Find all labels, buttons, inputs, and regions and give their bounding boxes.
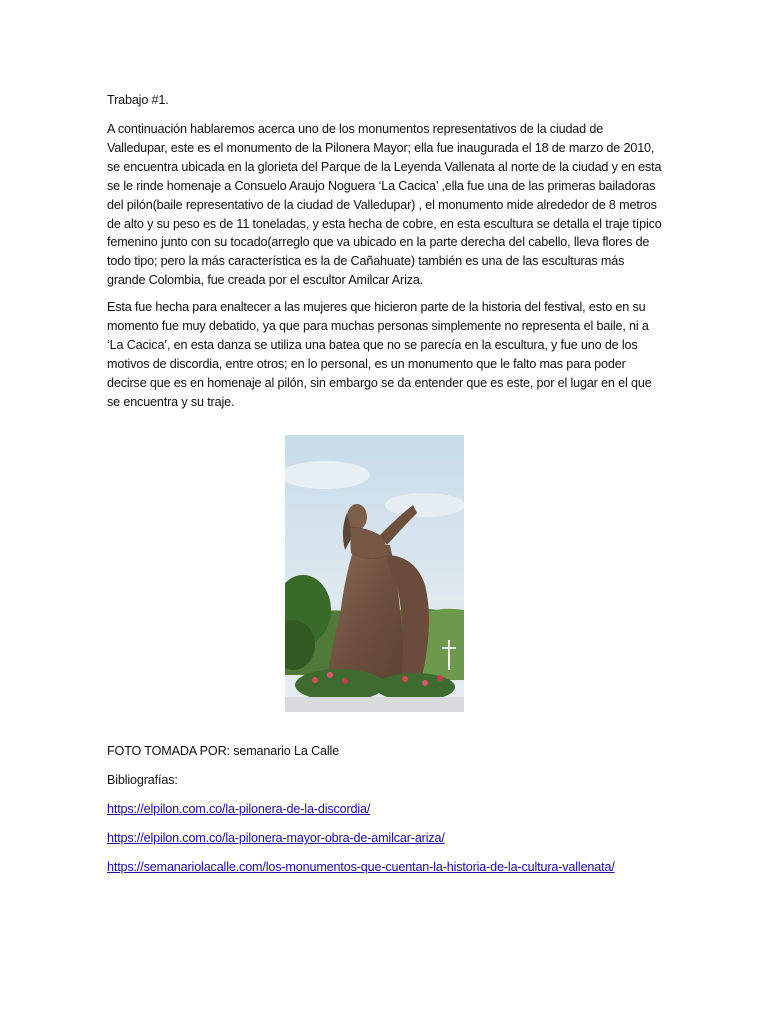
document-title: Trabajo #1. (107, 93, 169, 107)
bibliography-heading: Bibliografías: (107, 773, 178, 787)
paragraph-intro: A continuación hablaremos acerca uno de los monumentos representativos de la ciudad de Valledupar, este es el monumento de la Pilonera Mayor; ella fue inaugurada el 18 de marzo de 2010, se encuentra ubicada en la glorieta del Parque de la Leyenda Vallenata al norte de la ciudad y en esta se le rinde homenaje a Consuelo Araujo Noguera ‘La Cacica’ ,ella fue una de las primeras bailadoras del pilón(baile representativo de la ciudad de Valledupar) , el monumento mide alrededor de 8 metros de alto y su peso es de 11 toneladas, y esta hecha de cobre, en esta escultura se detalla el traje típico femenino junto con su tocado(arreglo que va ubicado en la parte derecha del cabello, lleva flores de todo tipo; pero la más característica es la de Cañahuate) también es una de las esculturas más grande Colombia, fue creada por el escultor Amilcar Ariza. (107, 122, 662, 288)
paragraph-discussion: Esta fue hecha para enaltecer a las mujeres que hicieron parte de la historia del festival, esto en su momento fue muy debatido, ya que para muchas personas simplemente no representa el baile, ni a ‘La Cacica’, en esta danza se utiliza una batea que no se parecía en la escultura, y fue uno de los motivos de discordia, entre otros; en lo personal, es un monumento que le falto mas para poder decirse que es en homenaje al pilón, sin embargo se da entender que es este, por el lugar en el que se encuentra y su traje. (107, 300, 652, 409)
bibliography-link-1[interactable]: https://elpilon.com.co/la-pilonera-de-la-discordia/ (107, 802, 371, 816)
bibliography-link-3[interactable]: https://semanariolacalle.com/los-monumentos-que-cuentan-la-historia-de-la-cultura-vallenata/ (107, 860, 615, 874)
bibliography-link-2[interactable]: https://elpilon.com.co/la-pilonera-mayor-obra-de-amilcar-ariza/ (107, 831, 445, 845)
photo-credit: FOTO TOMADA POR: semanario La Calle (107, 744, 340, 758)
monument-photo (285, 435, 464, 712)
